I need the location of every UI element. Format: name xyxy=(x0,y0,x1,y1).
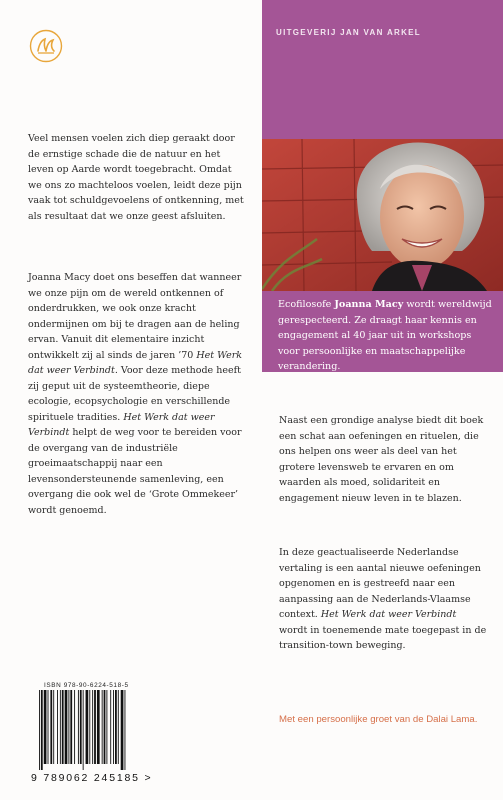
content-paragraph: Naast een grondige analyse biedt dit boek een schat aan oefeningen en rituelen, die ons helpen ons weer als deel van het grotere levensweb te ervaren en om waarden als moed, solidariteit en engagement nieuw leven in te blazen. xyxy=(279,415,484,504)
author-bio-prefix: Ecofilosofe xyxy=(278,299,335,310)
method-text-2: . Voor deze methode heeft zij geput uit de systeemtheorie, diepe ecologie, ecopsychologie en verschillende spirituele tradities. xyxy=(28,365,241,423)
author-photo xyxy=(262,139,503,291)
translation-paragraph xyxy=(279,545,487,654)
author-name: Joanna Macy xyxy=(334,299,404,310)
method-text-1: Joanna Macy doet ons beseffen dat wanneer we onze pijn om de wereld ontkennen of onderdrukken, we ook onze kracht ondermijnen om bij te dragen aan de heling ervan. Vanuit dit elementaire inzicht ontwikkelt zij al sinds de jaren ’70 xyxy=(28,272,242,361)
author-bio xyxy=(278,297,494,375)
translation-text-2: wordt in toenemende mate toegepast in de transition-town beweging. xyxy=(279,624,487,651)
book-title-italic: Het Werk dat weer Verbindt xyxy=(28,411,215,438)
ean-digits: 9 789062 245185 > xyxy=(31,772,153,784)
barcode xyxy=(37,690,144,770)
translation-text-1: In deze geactualiseerde Nederlandse vertaling is een aantal nieuwe oefeningen opgenomen en is gestreefd naar een aanpassing aan de Nederlands-Vlaamse context. xyxy=(279,547,481,620)
method-paragraph xyxy=(28,270,246,518)
author-bio-text: wordt wereldwijd gerespecteerd. Ze draagt haar kennis en engagement al 40 jaar uit in workshops voor persoonlijke en maatschappelijke verandering. xyxy=(278,299,492,373)
closing-line: Met een persoonlijke groet van de Dalai Lama. xyxy=(279,714,478,725)
publisher-logo-icon xyxy=(29,29,63,63)
book-title-italic: Het Werk dat weer Verbindt xyxy=(320,609,457,620)
book-title-italic: Het Werk dat weer Verbindt xyxy=(28,349,242,376)
isbn-label: ISBN 978-90-6224-518-5 xyxy=(44,682,129,689)
method-text-3: helpt de weg voor te bereiden voor de overgang van de industriële groeimaatschappij naar een levensondersteunende samenleving, een overgang die ook wel de ‘Grote Ommekeer’ wordt genoemd. xyxy=(28,427,242,516)
intro-paragraph: Veel mensen voelen zich diep geraakt door de ernstige schade die de natuur en het leven op Aarde wordt toegebracht. Omdat we ons zo machteloos voelen, leidt deze pijn vaak tot schuldgevoelens of ontkenning, met als resultaat dat we onze geest afsluiten. xyxy=(28,133,244,222)
publisher-name: UITGEVERIJ JAN VAN ARKEL xyxy=(276,28,421,37)
